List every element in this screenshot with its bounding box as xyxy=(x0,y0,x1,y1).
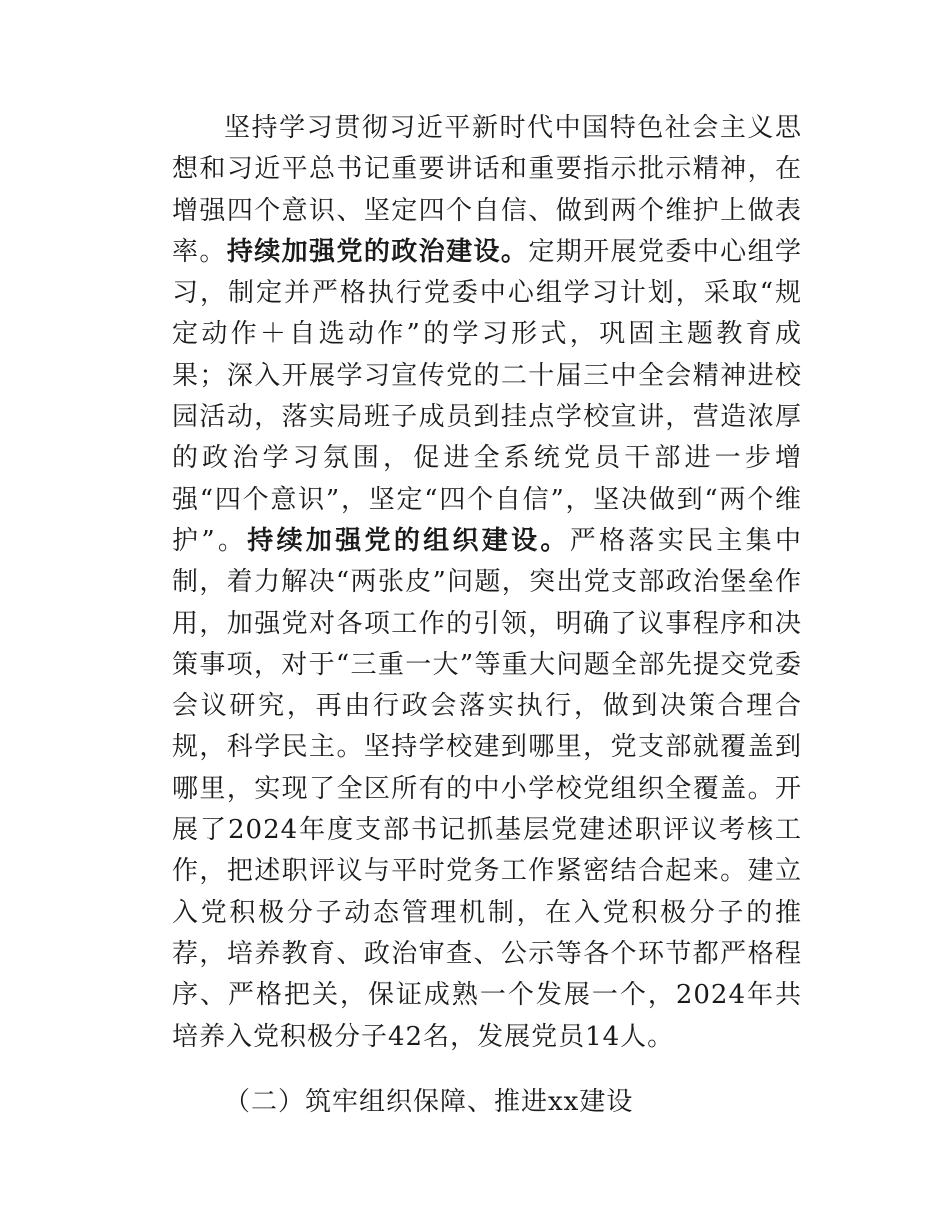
document-body xyxy=(172,108,802,1123)
bold-subheading-political: 持续加强党的政治建设。 xyxy=(226,236,529,267)
paragraph-text-run: 坚持学习贯彻习近平新时代中国特色社会主义思想和习近平总书记重要讲话和重要指示批示精神，在增强四个意识、坚定四个自信、做到两个维护上做表率。 xyxy=(172,113,802,267)
bold-subheading-organization: 持续加强党的组织建设。 xyxy=(247,525,570,556)
paragraph-text-run: 严格落实民主集中制，着力解决“两张皮”问题，突出党支部政治堡垒作用，加强党对各项工作的引领，明确了议事程序和决策事项，对于“三重一大”等重大问题全部先提交党委会议研究，再由行政会落实执行，做到决策合理合规，科学民主。坚持学校建到哪里，党支部就覆盖到哪里，实现了全区所有的中小学校党组织全覆盖。开展了2024年度支部书记抓基层党建述职评议考核工作，把述职评议与平时党务工作紧密结合起来。建立入党积极分子动态管理机制，在入党积极分子的推荐，培养教育、政治审查、公示等各个环节都严格程序、严格把关，保证成熟一个发展一个，2024年共培养入党积极分子42名，发展党员14人。 xyxy=(172,525,802,1052)
paragraph-text-run: 定期开展党委中心组学习，制定并严格执行党委中心组学习计划，采取“规定动作＋自选动作”的学习形式，巩固主题教育成果；深入开展学习宣传党的二十届三中全会精神进校园活动，落实局班子成员到挂点学校宣讲，营造浓厚的政治学习氛围，促进全系统党员干部进一步增强“四个意识”，坚定“四个自信”，坚决做到“两个维护”。 xyxy=(172,236,802,556)
body-paragraph xyxy=(172,108,802,1058)
section-heading: （二）筑牢组织保障、推进xx建设 xyxy=(224,1086,634,1117)
